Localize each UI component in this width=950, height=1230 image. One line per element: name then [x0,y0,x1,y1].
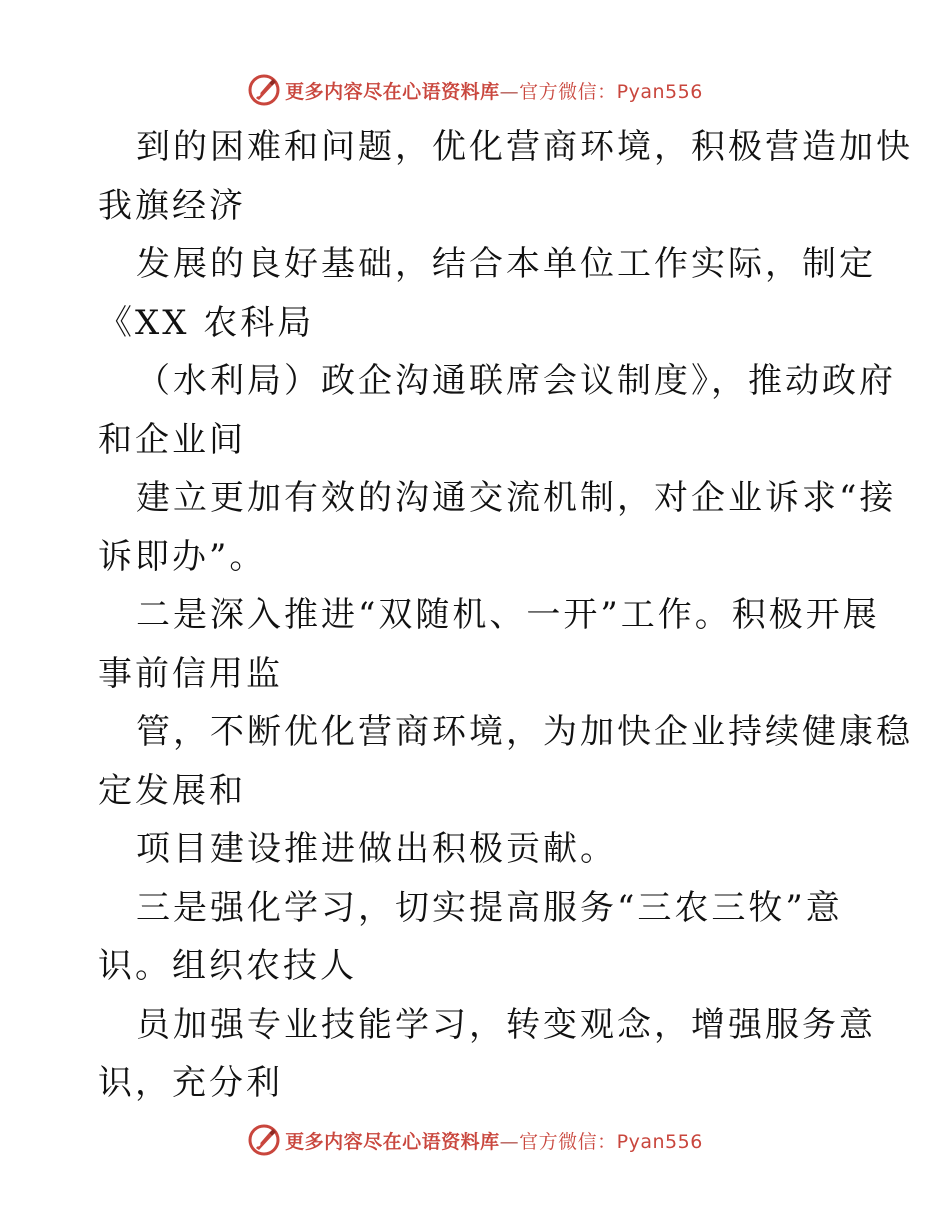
watermark-main: 更多内容尽在心语资料库 [285,1130,500,1153]
pen-logo-icon [247,73,281,107]
watermark-tail: 官方微信：Pyan556 [519,1130,703,1153]
body-line: 到的困难和问题，优化营商环境，积极营造加快 [136,127,913,167]
footer-watermark [0,1120,950,1160]
body-line: 二是深入推进“双随机、一开”工作。积极开展 [136,595,880,635]
body-line: 员加强专业技能学习，转变观念，增强服务意 [136,1004,876,1045]
body-line: 和企业间 [98,419,246,460]
pen-logo-icon [247,1123,281,1157]
header-watermark [0,70,950,110]
watermark-text [285,77,703,104]
body-line: 事前信用监 [98,653,283,694]
body-line: 识，充分利 [98,1063,283,1103]
watermark-text [285,1127,703,1154]
watermark-tail: 官方微信：Pyan556 [519,80,703,103]
body-line: 建立更加有效的沟通交流机制，对企业诉求“接 [136,478,897,518]
body-line: 识。组织农技人 [98,946,357,986]
body-line: 三是强化学习，切实提高服务“三农三牧”意 [136,887,843,928]
body-line: 我旗经济 [98,185,246,226]
document-body [98,118,913,1113]
body-line: 《XX 农科局 [98,302,315,343]
watermark-main: 更多内容尽在心语资料库 [285,80,500,103]
body-line: 项目建设推进做出积极贡献。 [136,829,617,869]
body-line: 发展的良好基础，结合本单位工作实际，制定 [136,244,876,284]
body-line: 管，不断优化营商环境，为加快企业持续健康稳 [136,712,913,752]
body-line: （水利局）政企沟通联席会议制度》，推动政府 [136,361,896,401]
watermark-dash: — [499,1130,520,1153]
watermark-dash: — [499,80,520,103]
body-line: 诉即办”。 [98,536,267,577]
body-line: 定发展和 [98,770,246,811]
